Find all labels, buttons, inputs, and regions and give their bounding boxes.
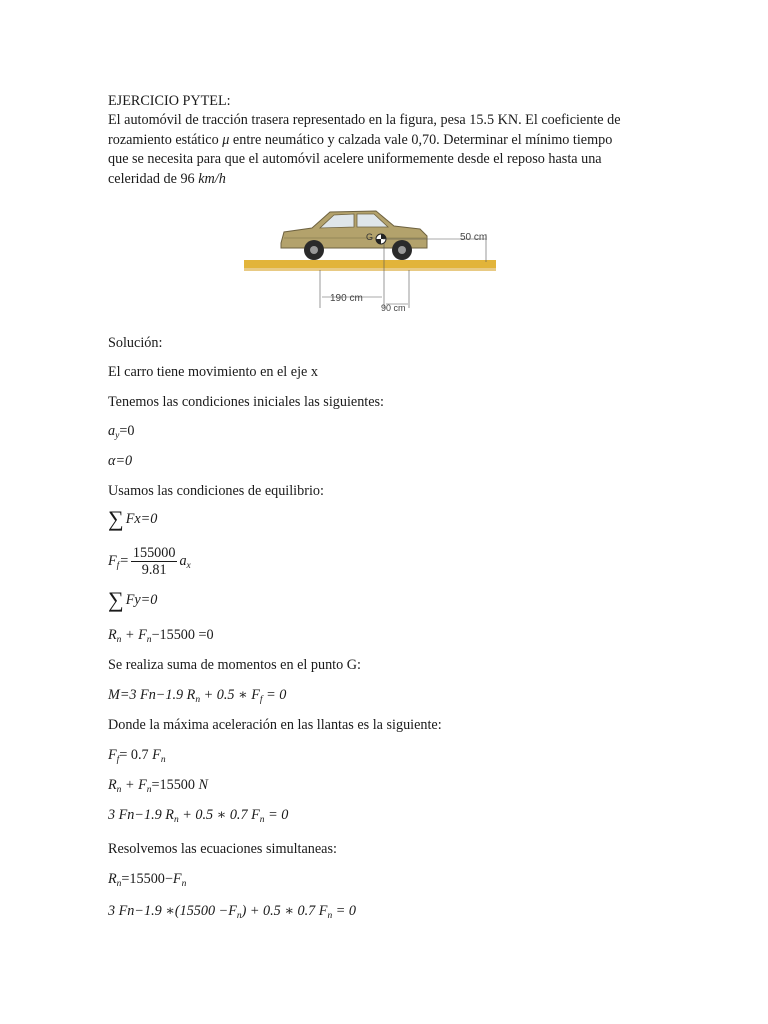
normal-forces-equation: $R_n + F_n-15500 =0$ bbox=[108, 627, 214, 645]
force-sum-equation: $R_n + F_n=15500$ N bbox=[108, 777, 209, 795]
car-diagram bbox=[244, 198, 496, 318]
sum-fy-equation: ∑ Fy=0 bbox=[108, 587, 158, 612]
problem-line-2: rozamiento estático μ entre neumático y calzada vale 0,70. Determinar el mínimo tiempo bbox=[108, 131, 613, 148]
max-acceleration-text: Donde la máxima aceleración en las llantas es la siguiente: bbox=[108, 717, 442, 733]
motion-statement: El carro tiene movimiento en el eje x bbox=[108, 364, 318, 380]
problem-statement bbox=[108, 111, 668, 189]
mu-symbol: μ bbox=[222, 131, 230, 148]
combined-moment-equation: 3 Fn−1.9 $R_n + 0.5$ ∗ 0.7 $F_n = 0$ bbox=[108, 807, 289, 825]
friction-force-equation: $F_f=$ $\frac{155000}{9.81}$ $a_x$ bbox=[108, 545, 191, 578]
simultaneous-text: Resolvemos las ecuaciones simultaneas: bbox=[108, 841, 337, 857]
rn-equation: $R_n=15500-F_n$ bbox=[108, 871, 187, 889]
exercise-title: EJERCICIO PYTEL: bbox=[108, 93, 231, 109]
road-surface bbox=[244, 260, 496, 268]
car-figure bbox=[244, 198, 496, 318]
moment-equation: M=3 Fn−1.9 $R_n + 0.5$ ∗ $F_f = 0$ bbox=[108, 687, 287, 705]
height-dimension-label: 50 cm bbox=[460, 232, 488, 243]
sum-fx-equation: ∑ Fx=0 bbox=[108, 506, 158, 531]
final-equation: 3 Fn−1.9 ∗(15500 $-F_n) + 0.5$ ∗ 0.7 $F_n = 0$ bbox=[108, 903, 356, 921]
friction-limit-equation: $F_f= 0.7$ $F_n$ bbox=[108, 747, 166, 765]
problem-line-4: celeridad de 96 km/h bbox=[108, 170, 226, 187]
cg-label: G bbox=[366, 232, 374, 242]
initial-conditions-text: Tenemos las condiciones iniciales las siguientes: bbox=[108, 394, 384, 410]
distance-front-label: 190 cm bbox=[330, 293, 363, 304]
solution-heading: Solución: bbox=[108, 335, 163, 351]
alpha-equation: α=0 bbox=[108, 453, 133, 469]
equilibrium-text: Usamos las condiciones de equilibrio: bbox=[108, 483, 324, 499]
problem-line-1: El automóvil de tracción trasera representado en la figura, pesa 15.5 KN. El coeficiente de bbox=[108, 112, 621, 128]
distance-rear-label: 90 cm bbox=[381, 303, 406, 313]
ay-equation: $a_y=0$ bbox=[108, 423, 135, 441]
speed-unit: km/h bbox=[198, 170, 226, 187]
mass-fraction: $\frac{155000}{9.81}$ bbox=[132, 545, 176, 578]
problem-line-3: que se necesita para que el automóvil acelere uniformemente desde el reposo hasta una bbox=[108, 151, 602, 167]
moments-text: Se realiza suma de momentos en el punto G: bbox=[108, 657, 361, 673]
